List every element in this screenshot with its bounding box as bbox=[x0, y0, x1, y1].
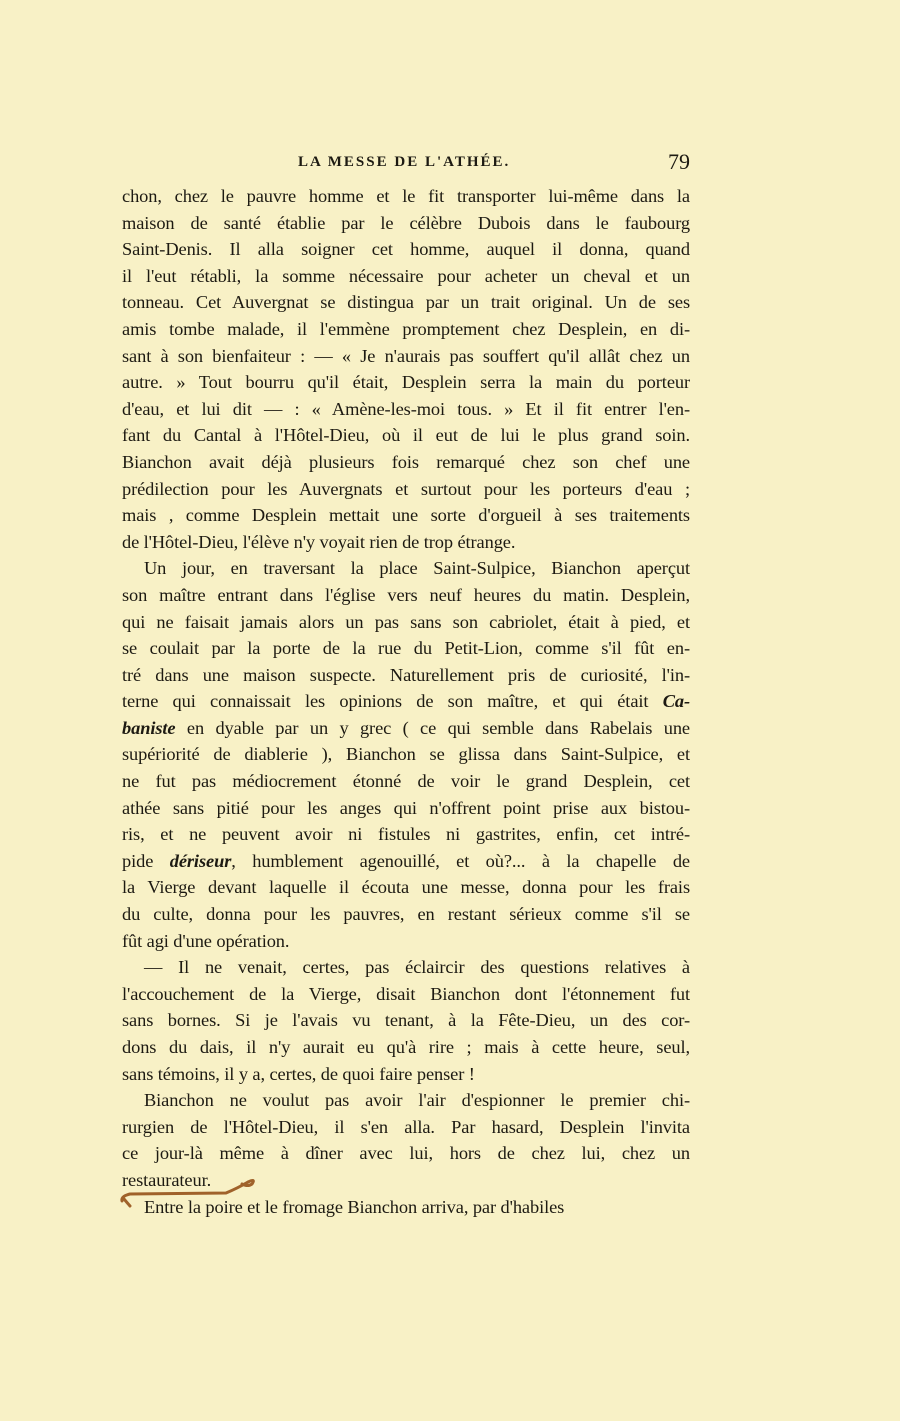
text-line: supériorité de diablerie ), Bianchon se glissa dans Saint-Sulpice, et bbox=[122, 744, 690, 765]
text-line: fant du Cantal à l'Hôtel-Dieu, où il eut de lui le plus grand soin. bbox=[122, 425, 690, 446]
text-line: sans témoins, il y a, certes, de quoi faire penser ! bbox=[122, 1063, 475, 1084]
text-line: Bianchon ne voulut pas avoir l'air d'espionner le premier chi- bbox=[144, 1090, 690, 1111]
text-line: du culte, donna pour les pauvres, en restant sérieux comme s'il se bbox=[122, 904, 690, 925]
paragraph bbox=[122, 954, 690, 1087]
text-line: Bianchon avait déjà plusieurs fois remarqué chez son chef une bbox=[122, 451, 690, 472]
page-number: 79 bbox=[668, 149, 690, 174]
italic-word: baniste bbox=[122, 717, 176, 738]
text-line: Saint-Denis. Il alla soigner cet homme, auquel il donna, quand bbox=[122, 239, 690, 260]
text-segment: pide bbox=[122, 850, 170, 871]
text-line bbox=[122, 848, 690, 875]
text-line: il l'eut rétabli, la somme nécessaire pour acheter un cheval et un bbox=[122, 265, 690, 286]
text-line: ne fut pas médiocrement étonné de voir le grand Desplein, cet bbox=[122, 771, 690, 792]
text-line: athée sans pitié pour les anges qui n'offrent point prise aux bistou- bbox=[122, 797, 690, 818]
text-line: sant à son bienfaiteur : — « Je n'aurais pas souffert qu'il allât chez un bbox=[122, 345, 690, 366]
text-line: tonneau. Cet Auvergnat se distingua par un trait original. Un de ses bbox=[122, 292, 690, 313]
text-line bbox=[122, 688, 690, 715]
text-line: tré dans une maison suspecte. Naturellement pris de curiosité, l'in- bbox=[122, 664, 690, 685]
text-line: mais , comme Desplein mettait une sorte d'orgueil à ses traitements bbox=[122, 505, 690, 526]
text-segment: , humblement agenouillé, et où?... à la chapelle de bbox=[231, 850, 690, 871]
text-line: Un jour, en traversant la place Saint-Sulpice, Bianchon aperçut bbox=[144, 558, 690, 579]
text-line: son maître entrant dans l'église vers neuf heures du matin. Desplein, bbox=[122, 584, 690, 605]
text-line: sans bornes. Si je l'avais vu tenant, à la Fête-Dieu, un des cor- bbox=[122, 1010, 690, 1031]
text-segment: en dyable par un y grec ( ce qui semble dans Rabelais une bbox=[175, 717, 690, 738]
text-line: prédilection pour les Auvergnats et surtout pour les porteurs d'eau ; bbox=[122, 478, 690, 499]
italic-word: Ca- bbox=[662, 691, 690, 712]
paragraph bbox=[122, 555, 690, 954]
text-line: ris, et ne peuvent avoir ni fistules ni gastrites, enfin, cet intré- bbox=[122, 824, 690, 845]
handwritten-pen-mark-icon bbox=[118, 1174, 263, 1214]
italic-word: dériseur bbox=[169, 850, 232, 871]
paragraph bbox=[122, 183, 690, 555]
text-line: la Vierge devant laquelle il écouta une messe, donna pour les frais bbox=[122, 877, 690, 898]
text-line: amis tombe malade, il l'emmène promptement chez Desplein, en di- bbox=[122, 318, 690, 339]
text-line: chon, chez le pauvre homme et le fit transporter lui-même dans la bbox=[122, 186, 690, 206]
text-line: fût agi d'une opération. bbox=[122, 930, 290, 951]
text-segment: terne qui connaissait les opinions de son maître, et qui était bbox=[122, 691, 663, 712]
body-text bbox=[122, 183, 690, 1220]
text-line: de l'Hôtel-Dieu, l'élève n'y voyait rien de trop étrange. bbox=[122, 531, 516, 552]
text-line: qui ne faisait jamais alors un pas sans son cabriolet, était à pied, et bbox=[122, 611, 690, 632]
text-line: ce jour-là même à dîner avec lui, hors de chez lui, chez un bbox=[122, 1143, 690, 1164]
text-line: dons du dais, il n'y aurait eu qu'à rire ; mais à cette heure, seul, bbox=[122, 1037, 690, 1057]
text-line bbox=[122, 715, 690, 742]
text-line: rurgien de l'Hôtel-Dieu, il s'en alla. Par hasard, Desplein l'invita bbox=[122, 1116, 690, 1137]
text-line: maison de santé établie par le célèbre Dubois dans le faubourg bbox=[122, 212, 690, 233]
text-line: d'eau, et lui dit — : « Amène-les-moi tous. » Et il fit entrer l'en- bbox=[122, 398, 690, 419]
page-header bbox=[122, 150, 690, 178]
text-line: l'accouchement de la Vierge, disait Bianchon dont l'étonnement fut bbox=[122, 983, 690, 1004]
text-line: autre. » Tout bourru qu'il était, Desplein serra la main du porteur bbox=[122, 372, 690, 393]
text-line: se coulait par la porte de la rue du Petit-Lion, comme s'il fût en- bbox=[122, 638, 690, 659]
running-title: LA MESSE DE L'ATHÉE. bbox=[298, 154, 511, 170]
text-line: restaurateur. bbox=[122, 1169, 212, 1190]
text-line: Entre la poire et le fromage Bianchon arriva, par d'habiles bbox=[144, 1196, 565, 1217]
text-line: — Il ne venait, certes, pas éclaircir des questions relatives à bbox=[144, 957, 690, 978]
